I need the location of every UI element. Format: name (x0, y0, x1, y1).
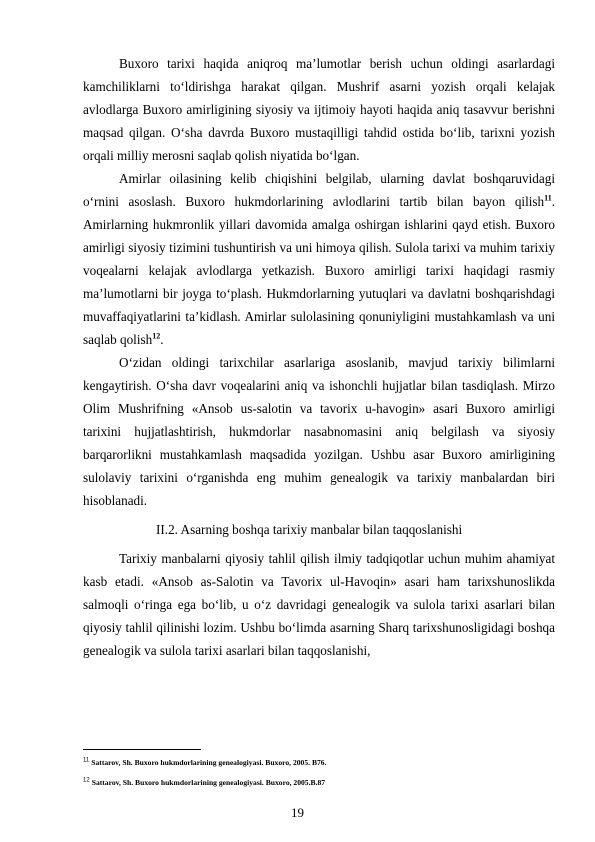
paragraph-2-text-b: . Amirlarning hukmronlik yillari davomida amalga oshirgan ishlarini qayd etish. Buxoro amirligi siyosiy tizimini tushuntirish va uni himoya qilish. Sulola tarixi va muhim tarixiy voqealarni kelajak avlodlarga yetkazish. Buxoro amirligi tarixi haqidagi rasmiy ma’lumotlarni bir joyga to‘plash. Hukmdorlarning yutuqlari va davlatni boshqarishdagi muvaffaqiyatlarini ta’kidlash. Amirlar sulolasining qonuniyligini mustahkamlash va uni saqlab qolish (83, 194, 555, 347)
paragraph-1 (83, 52, 555, 167)
footnote-11 (83, 753, 555, 773)
paragraph-2 (83, 167, 555, 351)
paragraph-4 (83, 547, 555, 662)
footnotes (83, 753, 555, 793)
paragraph-2-text-a: Amirlar oilasining kelib chiqishini belgilab, ularning davlat boshqaruvidagi o‘rnini asoslash. Buxoro hukmdorlarining avlodlarini tartib bilan bayon qilish (83, 171, 555, 209)
footnote-12 (83, 773, 555, 793)
page-number: 19 (291, 805, 304, 820)
footnote-text: Sattarov, Sh. Buxoro hukmdorlarining genealogiyasi. Buxoro, 2005.B.87 (91, 778, 326, 787)
footnote-number: 12 (83, 777, 90, 784)
footnote-ref-12[interactable]: 12 (152, 331, 161, 341)
paragraph-3-text: O‘zidan oldingi tarixchilar asarlariga asoslanib, mavjud tarixiy bilimlarni kengaytirish. O‘sha davr voqealarini aniq va ishonchli hujjatlar bilan tasdiqlash. Mirzo Olim Mushrifning «Ansob us-salotin va tavorix u-havogin» asari Buxoro amirligi tarixini hujjatlashtirish, hukmdorlar nasabnomasini aniq belgilash va siyosiy barqarorlikni mustahkamlash maqsadida yozilgan. Ushbu asar Buxoro amirligining sulolaviy tarixini o‘rganishda eng muhim genealogik va tarixiy manbalardan biri hisoblanadi. (83, 355, 555, 508)
paragraph-1-text: Buxoro tarixi haqida aniqroq ma’lumotlar berish uchun oldingi asarlardagi kamchiliklarni to‘ldirishga harakat qilgan. Mushrif asarni yozish orqali kelajak avlodlarga Buxoro amirligining siyosiy va ijtimoiy hayoti haqida aniq tasavvur berishni maqsad qilgan. O‘sha davrda Buxoro mustaqilligi tahdid ostida bo‘lib, tarixni yozish orqali milliy merosni saqlab qolish niyatida bo‘lgan. (83, 56, 555, 163)
paragraph-2-text-c: . (160, 332, 164, 347)
paragraph-3 (83, 351, 555, 512)
document-body (83, 52, 555, 662)
footnote-number: 11 (83, 757, 90, 764)
paragraph-4-text: Tarixiy manbalarni qiyosiy tahlil qilish ilmiy tadqiqotlar uchun muhim ahamiyat kasb etadi. «Ansob as-Salotin va Tavorix ul-Havoqin» asari ham tarixshunoslikda salmoqli o‘ringa ega bo‘lib, u o‘z davridagi genealogik va sulola tarixi asarlari bilan qiyosiy tahlil qilinishi lozim. Ushbu bo‘limda asarning Sharq tarixshunosligidagi boshqa genealogik va sulola tarixi asarlari bilan taqqoslanishi, (83, 551, 555, 658)
section-heading: II.2. Asarning boshqa tarixiy manbalar bilan taqqoslanishi (156, 522, 463, 537)
footnote-ref-11[interactable]: 11 (544, 193, 552, 203)
footnote-separator (83, 749, 201, 750)
footnote-text: Sattarov, Sh. Buxoro hukmdorlarining genealogiyasi. Buxoro, 2005. B76. (91, 758, 327, 767)
